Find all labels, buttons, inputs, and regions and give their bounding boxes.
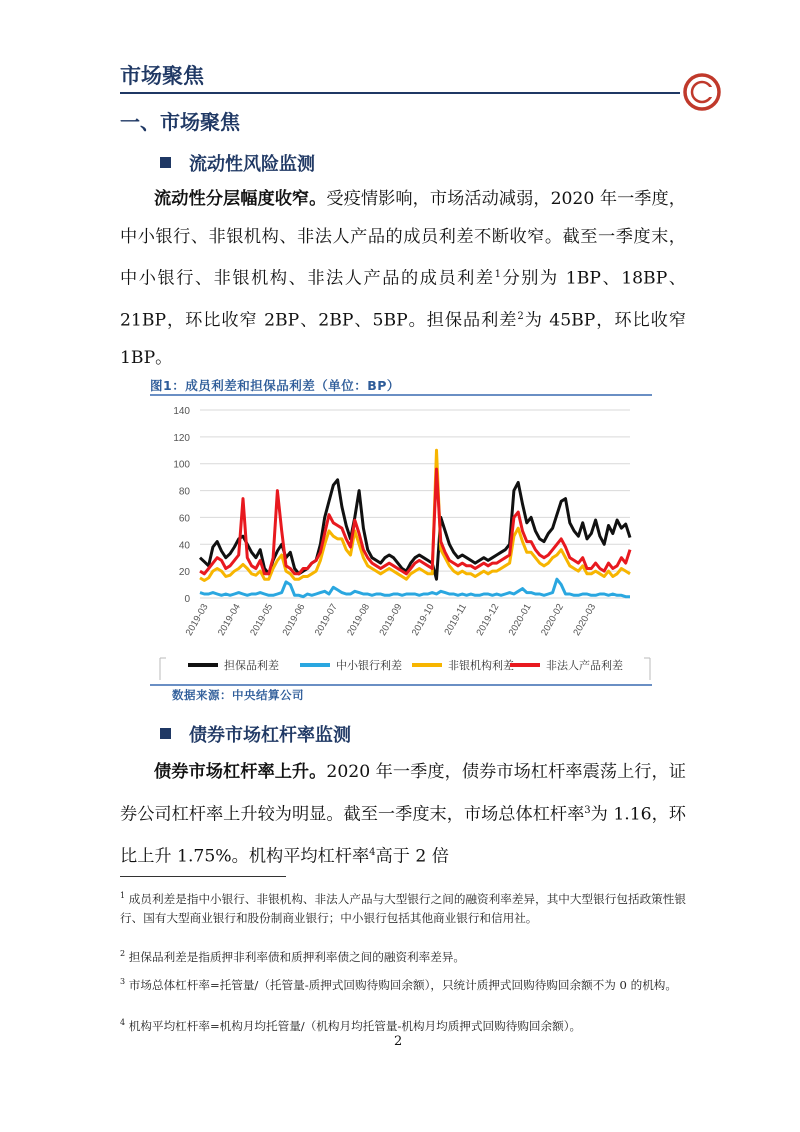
paragraph-leverage [120,754,686,876]
footnote-3 [120,972,686,995]
subsection-leverage-title: 债券市场杠杆率监测 [189,725,351,746]
y-tick-label: 140 [173,406,190,417]
footnote-number: 2 [120,949,126,958]
paragraph-text: 分别为 1BP、18BP、21BP，环比收窄 2BP、2BP、5BP。担保品利差 [120,268,686,331]
subsection-liquidity-title: 流动性风险监测 [189,154,315,175]
section-title: 一、市场聚焦 [120,110,240,134]
x-tick-label: 2020-02 [539,602,566,638]
series-line [200,450,630,580]
x-tick-label: 2020-03 [571,602,599,638]
paragraph-text: 为 45BP，环比收窄 1BP。 [120,310,687,369]
legend-label: 非银机构利差 [448,659,514,672]
logo-icon [682,72,722,112]
footnote-2 [120,944,686,967]
bullet-square-icon [160,157,171,168]
figure-source: 数据来源：中央结算公司 [172,688,304,702]
x-tick-label: 2019-10 [409,602,437,638]
x-tick-label: 2019-06 [280,602,308,638]
page-number: 2 [394,1034,403,1049]
footnote-text: 成员利差是指中小银行、非银机构、非法人产品与大型银行之间的融资利率差异，其中大型银行包括政策性银行、国有大型商业银行和股份制商业银行；中小银行包括其他商业银行和信用社。 [120,891,686,925]
paragraph-liquidity [120,181,686,378]
subsection-leverage [160,721,351,747]
line-chart [150,398,652,682]
x-tick-label: 2020-01 [506,602,534,638]
y-tick-label: 120 [173,432,190,444]
footnote-number: 1 [120,891,126,900]
footnote-1 [120,886,686,928]
x-tick-label: 2019-11 [442,602,470,638]
paragraph-lead: 债券市场杠杆率上升。 [154,762,327,782]
x-tick-label: 2019-05 [248,602,276,638]
y-tick-label: 0 [184,594,190,605]
figure-title: 图1：成员利差和担保品利差（单位：BP） [150,378,400,393]
footnote-4 [120,1013,686,1036]
footnote-number: 4 [120,1018,126,1027]
x-tick-label: 2019-09 [377,602,405,638]
x-tick-label: 2019-12 [474,602,502,638]
y-tick-label: 20 [178,567,190,579]
x-tick-label: 2019-07 [312,602,340,638]
subsection-liquidity [160,150,315,176]
legend-label: 中小银行利差 [336,659,402,672]
y-tick-label: 80 [178,486,190,498]
x-tick-label: 2019-08 [345,602,373,638]
footnote-ref[interactable]: 3 [584,804,591,816]
x-tick-label: 2019-04 [215,602,243,638]
footnote-rule [120,876,286,877]
paragraph-lead: 流动性分层幅度收窄。 [154,189,327,209]
legend-label: 担保品利差 [224,659,279,672]
footnote-ref[interactable]: 2 [517,311,524,323]
footnote-text: 市场总体杠杆率=托管量/（托管量-质押式回购待购回余额），只统计质押式回购待购回余额不为 0 的机构。 [128,977,677,992]
figure-top-rule [150,394,652,396]
footnote-number: 3 [120,977,126,986]
legend-label: 非法人产品利差 [546,659,623,672]
paragraph-text: 高于 2 倍 [375,846,449,867]
bullet-square-icon [160,728,171,739]
footnote-ref[interactable]: 1 [494,269,502,280]
paragraph-text: 受疫情影响，市场活动减弱，2020 年一季度，中小银行、非银机构、非法人产品的成员利差不断收窄。截至一季度末，中小银行、非银机构、非法人产品的成员利差 [120,189,686,289]
paragraph-text: 2020 年一季度，债券市场杠杆率震荡上行，证券公司杠杆率上升较为明显。截至一季度末，市场总体杠杆率 [120,762,686,825]
y-tick-label: 40 [178,540,190,552]
footnote-text: 机构平均杠杆率=机构月均托管量/（机构月均托管量-机构月均质押式回购待购回余额）。 [128,1018,582,1033]
footnote-text: 担保品利差是指质押非利率债和质押利率债之间的融资利率差异。 [128,949,466,964]
x-tick-label: 2019-03 [183,602,211,638]
footnote-ref[interactable]: 4 [369,846,376,858]
header-title: 市场聚焦 [120,64,204,88]
series-line [200,579,630,597]
y-tick-label: 60 [178,513,190,525]
figure-bottom-rule [150,684,652,686]
paragraph-text: 为 1.16，环比上升 1.75%。机构平均杠杆率 [120,804,686,867]
y-tick-label: 100 [173,459,190,471]
header-rule [120,92,680,94]
